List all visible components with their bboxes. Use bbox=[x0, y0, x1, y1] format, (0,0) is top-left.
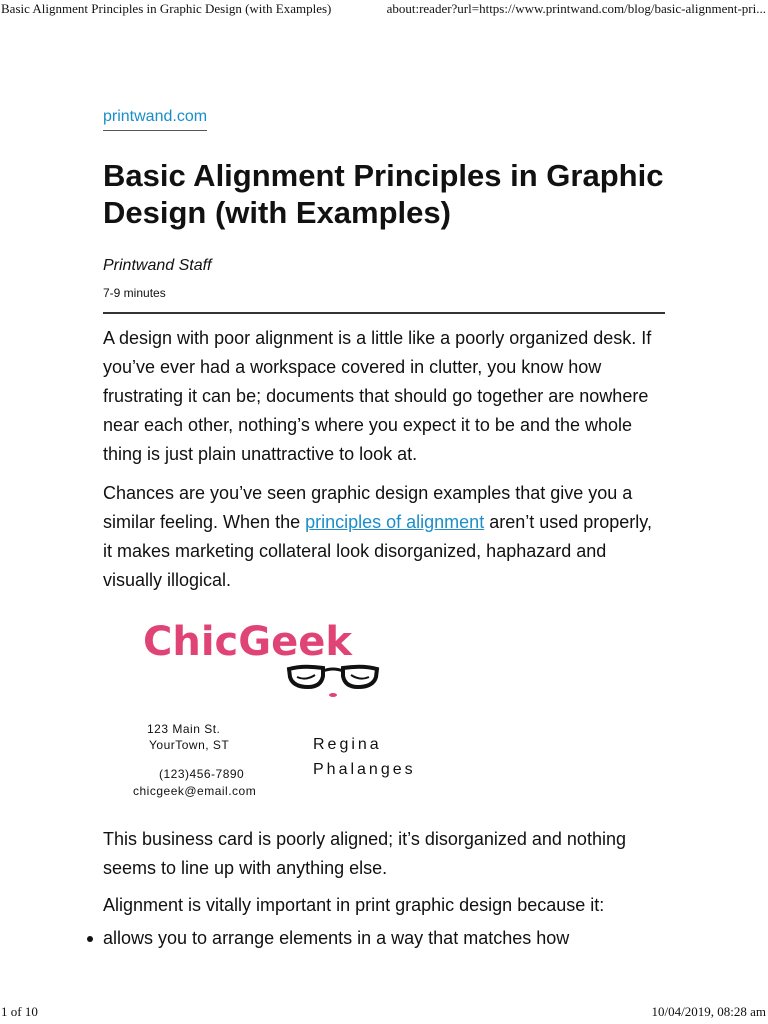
article-author: Printwand Staff bbox=[103, 257, 212, 274]
paragraph-text: aren’t used properly, it makes marketing collateral look disorganized, haphazard and visually illogical. bbox=[103, 512, 652, 590]
card-address-line: YourTown, ST bbox=[149, 738, 230, 752]
print-header-title: Basic Alignment Principles in Graphic Design (with Examples) bbox=[1, 1, 332, 16]
business-card-image bbox=[133, 617, 473, 807]
card-name-last: Phalanges bbox=[313, 761, 416, 778]
bullet-icon bbox=[87, 936, 93, 942]
card-address-line: 123 Main St. bbox=[147, 722, 221, 736]
print-header bbox=[0, 0, 768, 22]
paragraph-card-caption: This business card is poorly aligned; it’s disorganized and nothing seems to line up with anything else. bbox=[103, 829, 626, 878]
principles-of-alignment-link[interactable]: principles of alignment bbox=[305, 512, 485, 532]
reading-time: 7-9 minutes bbox=[103, 286, 166, 300]
card-name-first: Regina bbox=[313, 736, 382, 753]
page-number: 1 of 10 bbox=[1, 1004, 38, 1019]
importance-list bbox=[103, 924, 665, 953]
article bbox=[103, 108, 665, 953]
chicgeek-logo: ChicGeek bbox=[143, 619, 352, 665]
header-divider bbox=[103, 312, 665, 314]
glasses-icon bbox=[283, 659, 383, 699]
paragraph-text: Chances are you’ve seen graphic design examples that give you a similar feeling. When the bbox=[103, 483, 633, 532]
list-item-text: allows you to arrange elements in a way that matches how bbox=[103, 928, 570, 948]
paragraph-importance: Alignment is vitally important in print graphic design because it: bbox=[103, 895, 605, 915]
paragraph-principles bbox=[103, 479, 665, 595]
source-domain-link[interactable]: printwand.com bbox=[103, 108, 207, 131]
paragraph-intro: A design with poor alignment is a little like a poorly organized desk. If you’ve ever had a workspace covered in clutter, you know how frustrating it can be; documents that should go together are nowhere near each other, nothing’s where you expect it to be and the whole thing is just plain unattractive to look at. bbox=[103, 328, 652, 464]
card-email: chicgeek@email.com bbox=[133, 784, 257, 798]
print-footer bbox=[0, 1002, 768, 1024]
print-header-url: about:reader?url=https://www.printwand.com/blog/basic-alignment-pri... bbox=[386, 1, 766, 16]
card-address bbox=[147, 721, 229, 753]
card-phone: (123)456-7890 bbox=[159, 767, 245, 781]
card-name bbox=[313, 732, 416, 782]
article-title: Basic Alignment Principles in Graphic Design (with Examples) bbox=[103, 158, 664, 230]
print-datetime: 10/04/2019, 08:28 am bbox=[651, 1004, 766, 1019]
list-item bbox=[103, 924, 665, 953]
